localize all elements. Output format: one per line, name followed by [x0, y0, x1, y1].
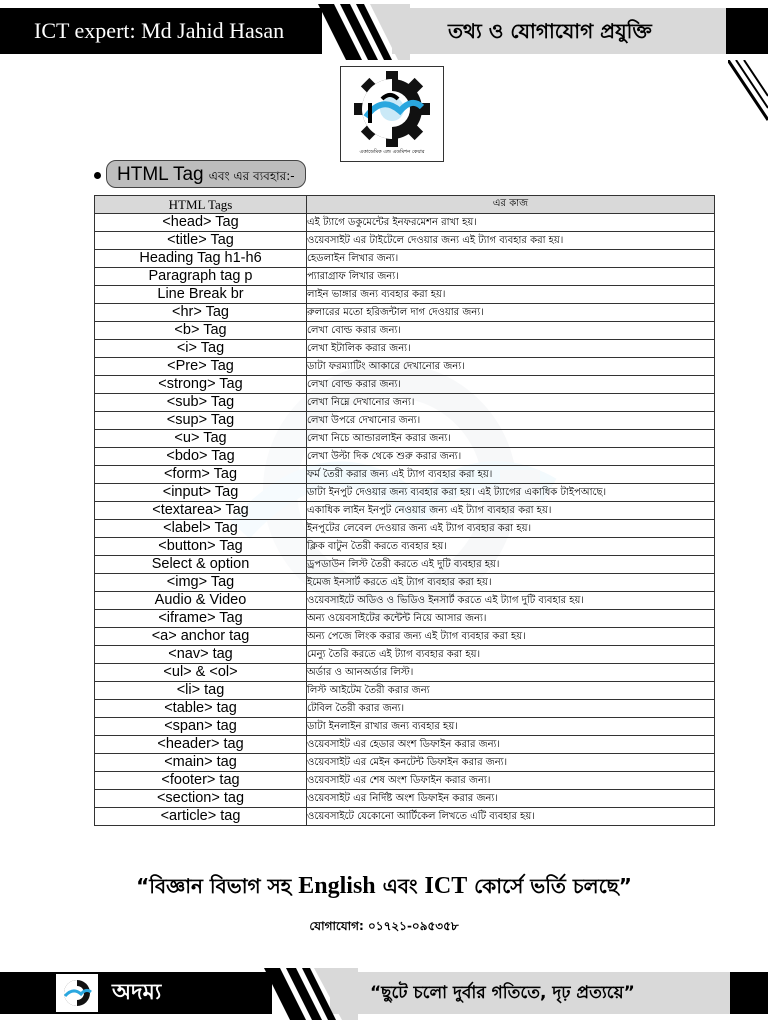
tag-use-cell: লেখা নিম্নে দেখানোর জন্য।: [307, 394, 715, 412]
tag-use-cell: ডাটা ইনপুট দেওয়ার জন্য ব্যবহার করা হয়। এই ট্যাগের একাধিক টাইপআছে।: [307, 484, 715, 502]
table-row: [95, 214, 715, 232]
tag-use-cell: অন্য ওয়েবসাইটের কন্টেন্ট নিয়ে আসার জন্য।: [307, 610, 715, 628]
section-title-en: HTML Tag: [117, 164, 204, 185]
table-row: [95, 682, 715, 700]
table-row: [95, 502, 715, 520]
table-row: [95, 808, 715, 826]
tag-name-cell: <label> Tag: [95, 520, 307, 538]
column-header-tags: HTML Tags: [95, 196, 307, 214]
tag-name-cell: <textarea> Tag: [95, 502, 307, 520]
table-row: [95, 538, 715, 556]
table-row: [95, 754, 715, 772]
tag-use-cell: প্যারাগ্রাফ লিখার জন্য।: [307, 268, 715, 286]
table-row: [95, 556, 715, 574]
table-row: [95, 718, 715, 736]
header-left-bar: [0, 8, 322, 54]
table-row: [95, 790, 715, 808]
table-row: [95, 376, 715, 394]
tag-name-cell: Line Break br: [95, 286, 307, 304]
header-author-title: ICT expert: Md Jahid Hasan: [34, 18, 285, 43]
side-stripe-decoration-icon: [728, 60, 768, 140]
tag-use-cell: লিস্ট আইটেম তৈরী করার জন্য: [307, 682, 715, 700]
tag-use-cell: লেখা নিচে আন্ডারলাইন করার জন্য।: [307, 430, 715, 448]
footer-right-dark-cap: [730, 972, 768, 1014]
tag-use-cell: ফর্ম তৈরী করার জন্য এই ট্যাগ ব্যবহার করা হয়।: [307, 466, 715, 484]
promo-part2: এবং: [375, 874, 425, 898]
tag-name-cell: <u> Tag: [95, 430, 307, 448]
logo-caption: একাডেমিক এন্ড এডমিশন কেয়ার: [359, 149, 425, 155]
table-row: [95, 574, 715, 592]
tag-use-cell: ডাটা ফরম্যাটিং আকারে দেখানোর জন্য।: [307, 358, 715, 376]
tag-use-cell: ওয়েবসাইট এর নির্দিষ্ট অংশ ডিফাইন করার জন্য।: [307, 790, 715, 808]
tag-name-cell: Paragraph tag p: [95, 268, 307, 286]
tag-name-cell: <bdo> Tag: [95, 448, 307, 466]
table-row: [95, 628, 715, 646]
tag-use-cell: ইনপুটের লেবেল দেওয়ার জন্য এই ট্যাগ ব্যবহার করা হয়।: [307, 520, 715, 538]
table-row: [95, 484, 715, 502]
tag-name-cell: <form> Tag: [95, 466, 307, 484]
tag-name-cell: <title> Tag: [95, 232, 307, 250]
table-row: [95, 448, 715, 466]
tag-name-cell: <section> tag: [95, 790, 307, 808]
bullet-icon: [94, 172, 101, 179]
tag-use-cell: এই ট্যাগে ডকুমেন্টের ইনফরমেশন রাখা হয়।: [307, 214, 715, 232]
table-row: [95, 700, 715, 718]
tag-name-cell: Audio & Video: [95, 592, 307, 610]
footer-brand: অদম্য: [112, 980, 162, 1005]
brand-logo: [340, 66, 444, 162]
tag-name-cell: <ul> & <ol>: [95, 664, 307, 682]
table-row: [95, 250, 715, 268]
admission-promo: [0, 872, 768, 905]
tag-name-cell: <li> tag: [95, 682, 307, 700]
tag-name-cell: <b> Tag: [95, 322, 307, 340]
tag-name-cell: <button> Tag: [95, 538, 307, 556]
tag-name-cell: <footer> tag: [95, 772, 307, 790]
tag-use-cell: অর্ডার ও আনঅর্ডার লিস্ট।: [307, 664, 715, 682]
tag-use-cell: ওয়েবসাইট এর হেডার অংশ ডিফাইন করার জন্য।: [307, 736, 715, 754]
tag-name-cell: <iframe> Tag: [95, 610, 307, 628]
tag-use-cell: লেখা ইটালিক করার জন্য।: [307, 340, 715, 358]
tag-name-cell: <header> tag: [95, 736, 307, 754]
tag-name-cell: <article> tag: [95, 808, 307, 826]
tag-name-cell: Heading Tag h1-h6: [95, 250, 307, 268]
tag-name-cell: <i> Tag: [95, 340, 307, 358]
tag-use-cell: মেন্যু তৈরি করতে এই ট্যাগ ব্যবহার করা হয়।: [307, 646, 715, 664]
tag-name-cell: <a> anchor tag: [95, 628, 307, 646]
tag-use-cell: লাইন ভাঙ্গার জন্য ব্যবহার করা হয়।: [307, 286, 715, 304]
tag-use-cell: একাধিক লাইন ইনপুট নেওয়ার জন্য এই ট্যাগ ব্যবহার করা হয়।: [307, 502, 715, 520]
table-header-row: [95, 196, 715, 214]
gear-logo-icon: [347, 71, 437, 149]
table-row: [95, 286, 715, 304]
tag-use-cell: ওয়েবসাইট এর মেইন কনটেন্ট ডিফাইন করার জন্য।: [307, 754, 715, 772]
tag-name-cell: <sub> Tag: [95, 394, 307, 412]
tag-name-cell: <img> Tag: [95, 574, 307, 592]
tag-use-cell: ওয়েবসাইট এর টাইটেলে দেওয়ার জন্য এই ট্যাগ ব্যবহার করা হয়।: [307, 232, 715, 250]
tag-name-cell: <span> tag: [95, 718, 307, 736]
table-row: [95, 232, 715, 250]
tag-name-cell: <nav> tag: [95, 646, 307, 664]
table-row: [95, 322, 715, 340]
stripe-decoration-icon: [300, 4, 410, 60]
tag-use-cell: ইমেজ ইনসার্ট করতে এই ট্যাগ ব্যবহার করা হয়।: [307, 574, 715, 592]
table-row: [95, 520, 715, 538]
tag-use-cell: ডাটা ইনলাইন রাখার জন্য ব্যবহার হয়।: [307, 718, 715, 736]
tag-use-cell: লেখা বোল্ড করার জন্য।: [307, 376, 715, 394]
tag-use-cell: ওয়েবসাইট এর শেষ অংশ ডিফাইন করার জন্য।: [307, 772, 715, 790]
tag-name-cell: <sup> Tag: [95, 412, 307, 430]
footer-logo: [56, 974, 98, 1012]
table-row: [95, 430, 715, 448]
header-right-bar: [392, 8, 768, 54]
html-tags-table: [94, 195, 715, 826]
tag-use-cell: লেখা উপরে দেখানোর জন্য।: [307, 412, 715, 430]
promo-english: English: [298, 873, 376, 899]
footer-stripe-decoration-icon: [248, 968, 358, 1020]
tag-name-cell: <Pre> Tag: [95, 358, 307, 376]
footer-slogan: “ছুটে চলো দুর্বার গতিতে, দৃঢ় প্রত্যয়ে”: [370, 983, 635, 1003]
table-row: [95, 736, 715, 754]
section-title-bn: এবং এর ব্যবহার:-: [208, 169, 295, 183]
tag-use-cell: ক্লিক বাটুন তৈরী করতে ব্যবহার হয়।: [307, 538, 715, 556]
table-row: [95, 358, 715, 376]
table-row: [95, 340, 715, 358]
table-row: [95, 412, 715, 430]
footer-gear-logo-icon: [57, 975, 97, 1011]
tag-name-cell: <main> tag: [95, 754, 307, 772]
tag-use-cell: টেবিল তৈরী করার জন্য।: [307, 700, 715, 718]
table-row: [95, 610, 715, 628]
promo-ict: ICT: [424, 873, 468, 899]
table-row: [95, 646, 715, 664]
table-row: [95, 466, 715, 484]
tag-name-cell: <input> Tag: [95, 484, 307, 502]
tag-name-cell: Select & option: [95, 556, 307, 574]
table-row: [95, 664, 715, 682]
tag-use-cell: ড্রপডাউন লিস্ট তৈরী করতে এই দুটি ব্যবহার হয়।: [307, 556, 715, 574]
footer-right-bar: [330, 972, 768, 1014]
promo-part3: কোর্সে ভর্তি চলছে”: [467, 874, 632, 898]
tag-name-cell: <hr> Tag: [95, 304, 307, 322]
tag-name-cell: <table> tag: [95, 700, 307, 718]
promo-part1: “বিজ্ঞান বিভাগ সহ: [136, 874, 299, 898]
column-header-use: এর কাজ: [307, 196, 715, 214]
tag-use-cell: রুলারের মতো হরিজন্টাল দাগ দেওয়ার জন্য।: [307, 304, 715, 322]
table-row: [95, 304, 715, 322]
table-row: [95, 268, 715, 286]
table-row: [95, 772, 715, 790]
tag-use-cell: ওয়েবসাইটে যেকোনো আর্টিকেল লিখতে এটি ব্যবহার হয়।: [307, 808, 715, 826]
tag-name-cell: <strong> Tag: [95, 376, 307, 394]
header-subject-title: তথ্য ও যোগাযোগ প্রযুক্তি: [448, 19, 652, 43]
tag-use-cell: অন্য পেজে লিংক করার জন্য এই ট্যাগ ব্যবহার করা হয়।: [307, 628, 715, 646]
tag-use-cell: লেখা বোল্ড করার জন্য।: [307, 322, 715, 340]
tag-use-cell: লেখা উল্টা দিক থেকে শুরু করার জন্য।: [307, 448, 715, 466]
header-right-dark-cap: [726, 8, 768, 54]
tag-name-cell: <head> Tag: [95, 214, 307, 232]
tag-use-cell: হেডলাইন লিখার জন্য।: [307, 250, 715, 268]
contact-number: যোগাযোগ: ০১৭২১-০৯৫৩৫৮: [309, 919, 459, 933]
tag-use-cell: ওয়েবসাইটে অডিও ও ভিডিও ইনসার্ট করতে এই ট্যাগ দুটি ব্যবহার হয়।: [307, 592, 715, 610]
table-row: [95, 592, 715, 610]
table-row: [95, 394, 715, 412]
section-title: [106, 160, 306, 188]
